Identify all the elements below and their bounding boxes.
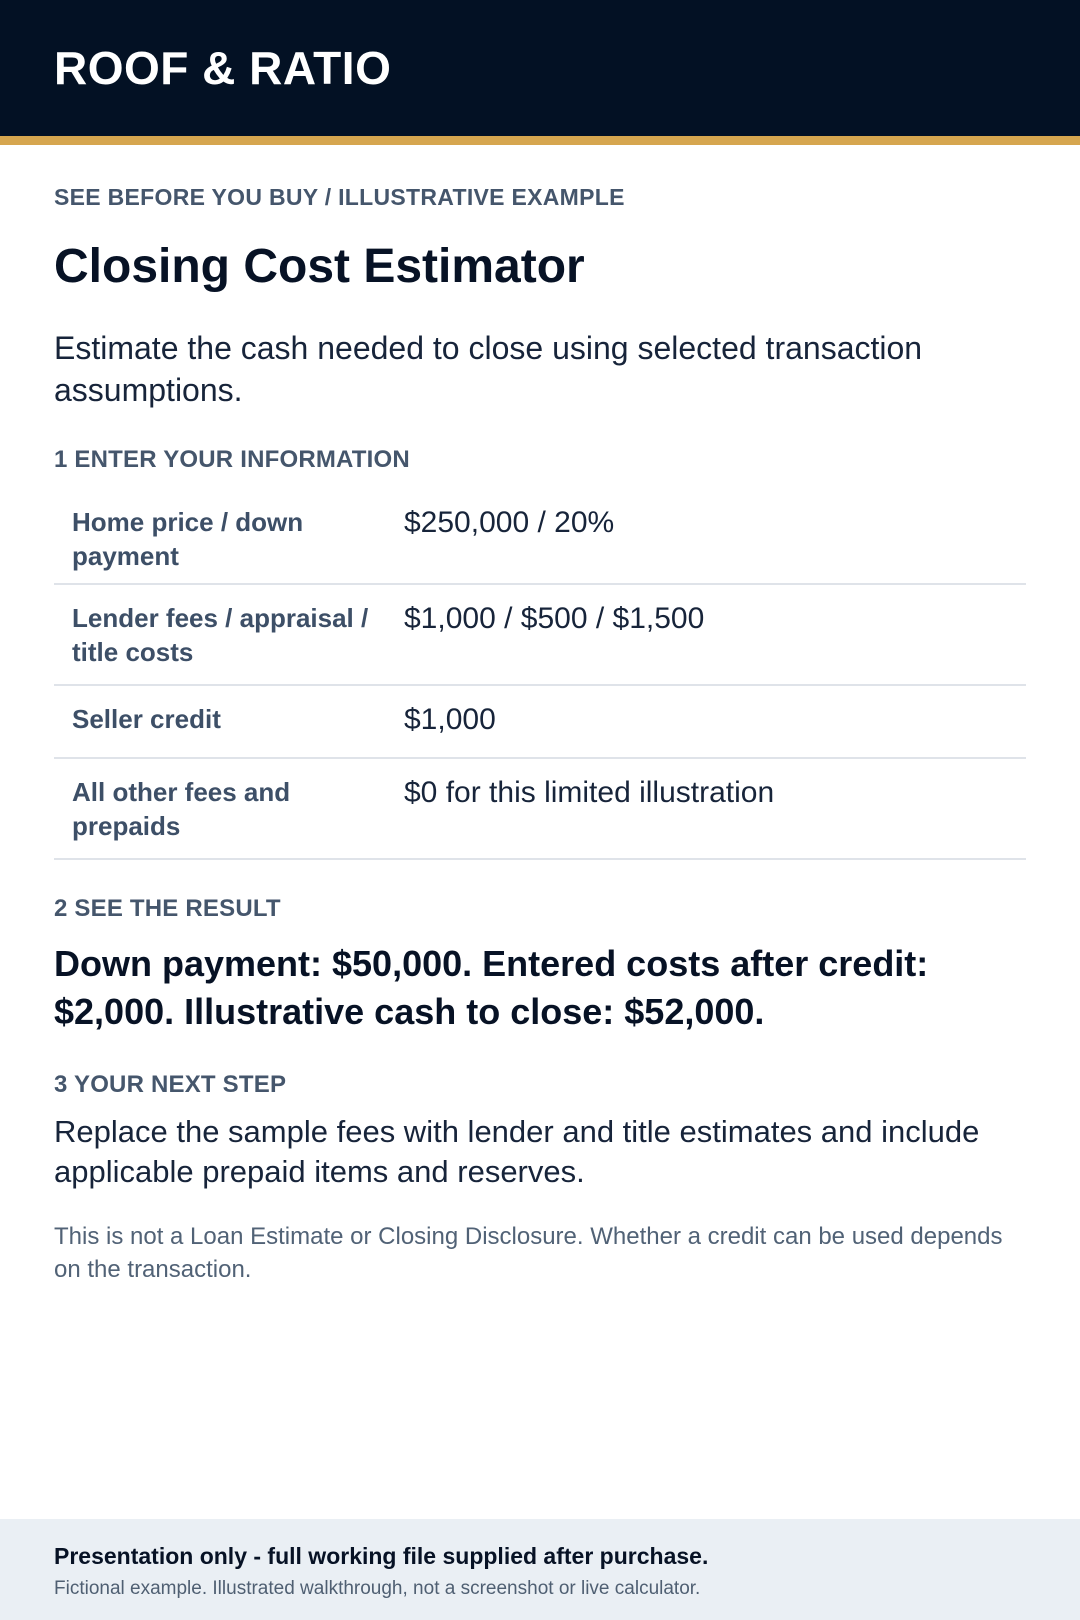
page-eyebrow: SEE BEFORE YOU BUY / ILLUSTRATIVE EXAMPLE — [54, 184, 625, 210]
page-intro: Estimate the cash needed to close using selected transaction assumptions. — [54, 330, 923, 409]
input-section-label: 1 ENTER YOUR INFORMATION — [54, 446, 410, 474]
assumptions-table — [54, 491, 1026, 860]
main-content — [54, 145, 1026, 1286]
footer — [0, 1519, 1080, 1620]
row-value: $250,000 / 20% — [404, 506, 615, 540]
result-section-label: 2 SEE THE RESULT — [54, 895, 281, 923]
result-summary: Down payment: $50,000. Entered costs after credit: $2,000. Illustrative cash to close: $52,000. — [54, 943, 929, 1033]
brand-logo[interactable]: ROOF & RATIO — [54, 42, 392, 94]
row-label: Home price / down payment — [72, 507, 304, 572]
row-label: All other fees and prepaids — [72, 777, 291, 842]
next-step-text: Replace the sample fees with lender and title estimates and include applicable prepaid items and reserves. — [54, 1114, 980, 1190]
row-value: $1,000 — [404, 703, 496, 737]
row-label: Seller credit — [72, 704, 221, 735]
footer-note: Presentation only - full working file supplied after purchase. — [54, 1543, 709, 1569]
table-row — [54, 491, 1026, 585]
table-row — [54, 686, 1026, 759]
row-label: Lender fees / appraisal / title costs — [72, 603, 369, 668]
row-value: $0 for this limited illustration — [404, 776, 775, 810]
row-value: $1,000 / $500 / $1,500 — [404, 602, 705, 636]
page-title: Closing Cost Estimator — [54, 240, 585, 293]
disclaimer-text: This is not a Loan Estimate or Closing Disclosure. Whether a credit can be used depends on the transaction. — [54, 1223, 1003, 1284]
site-header — [0, 0, 1080, 145]
table-row — [54, 759, 1026, 860]
footer-subnote: Fictional example. Illustrated walkthrough, not a screenshot or live calculator. — [54, 1578, 701, 1599]
next-step-section-label: 3 YOUR NEXT STEP — [54, 1071, 287, 1099]
table-row — [54, 585, 1026, 686]
